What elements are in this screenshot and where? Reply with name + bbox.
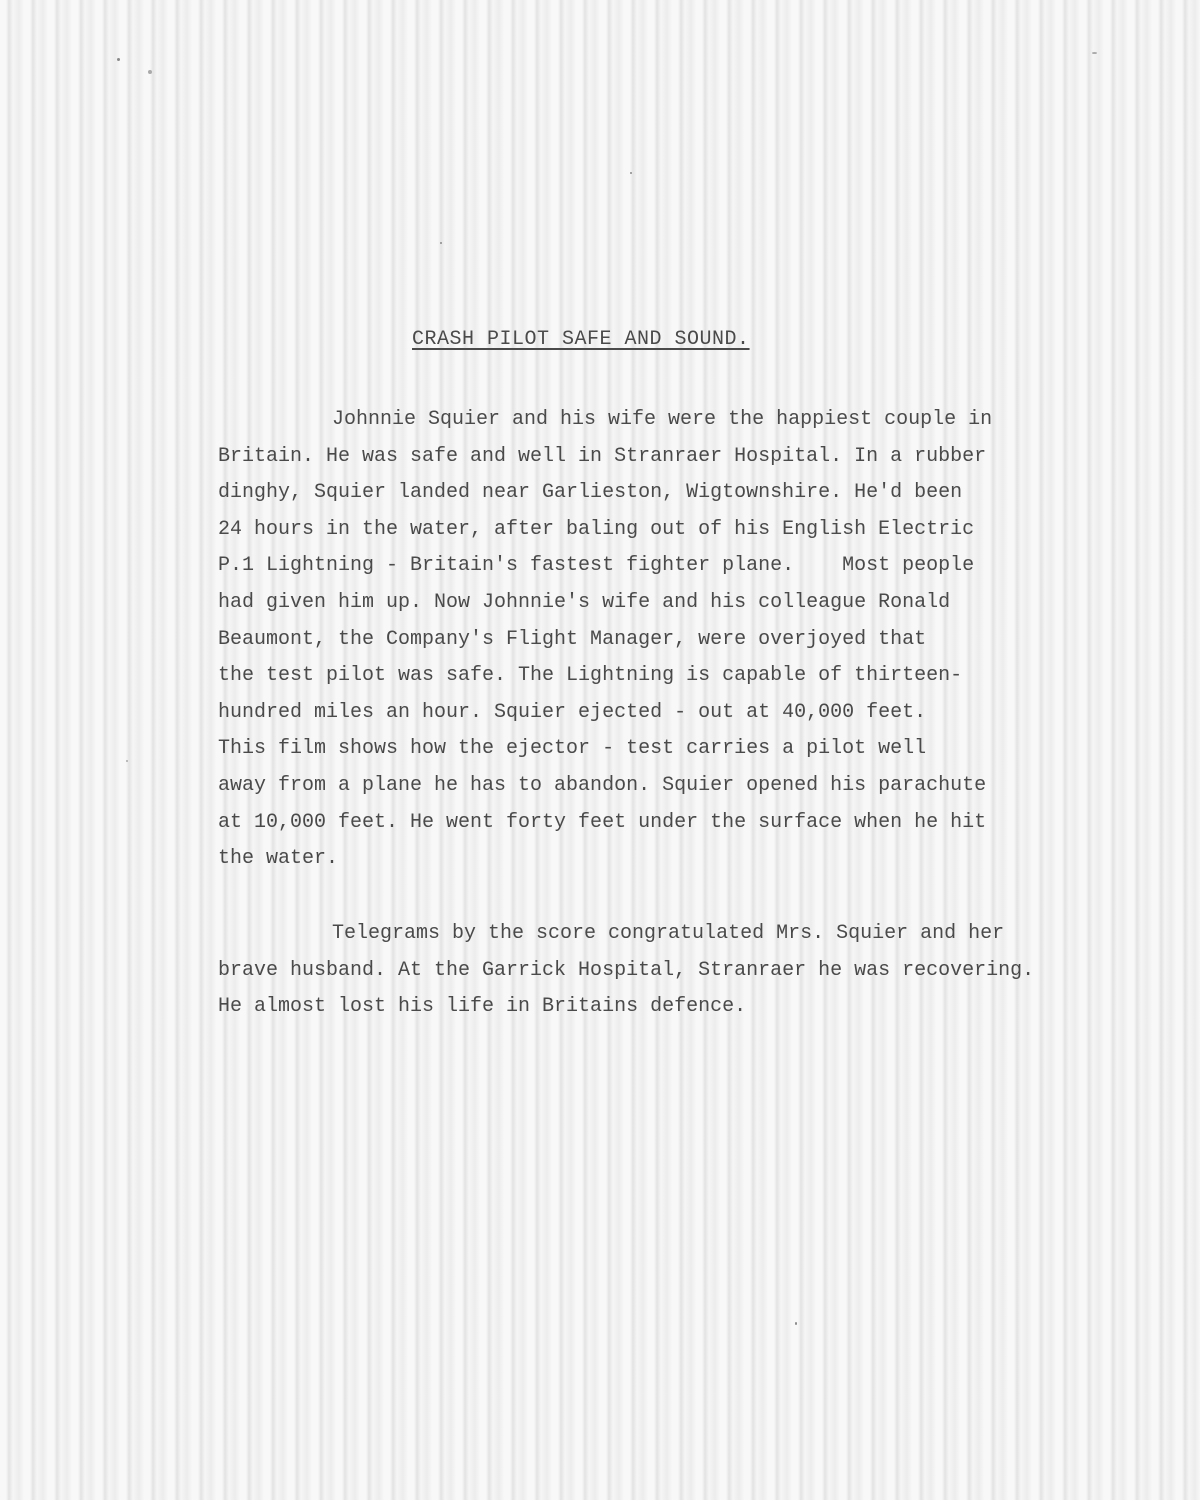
text-line: Beaumont, the Company's Flight Manager, were overjoyed that (218, 627, 927, 651)
paper-speck (126, 760, 128, 762)
paper-speck (795, 1322, 797, 1325)
text-line: P.1 Lightning - Britain's fastest fighter plane. Most people (218, 554, 975, 578)
paper-speck (148, 70, 152, 74)
text-line: Telegrams by the score congratulated Mrs. Squier and her (332, 922, 1005, 945)
text-line: brave husband. At the Garrick Hospital, Stranraer he was recovering. (218, 958, 1035, 982)
text-line: Britain. He was safe and well in Stranraer Hospital. In a rubber (218, 444, 987, 468)
text-line: the test pilot was safe. The Lightning is capable of thirteen- (218, 664, 963, 688)
text-line: This film shows how the ejector - test carries a pilot well (218, 737, 927, 761)
text-line: had given him up. Now Johnnie's wife and his colleague Ronald (218, 590, 951, 614)
text-line: Johnnie Squier and his wife were the happiest couple in (332, 408, 993, 431)
document-title: CRASH PILOT SAFE AND SOUND. (412, 328, 750, 351)
paper-speck (630, 172, 632, 174)
paragraph-1 (218, 402, 1098, 878)
text-line: away from a plane he has to abandon. Squier opened his parachute (218, 773, 987, 797)
paper-speck (117, 58, 120, 61)
paper-speck (1092, 52, 1097, 54)
paper-speck (440, 242, 442, 244)
text-line: He almost lost his life in Britains defence. (218, 995, 747, 1019)
text-line: 24 hours in the water, after baling out of his English Electric (218, 517, 975, 541)
text-line: hundred miles an hour. Squier ejected - out at 40,000 feet. (218, 700, 927, 724)
text-line: the water. (218, 847, 339, 871)
text-line: dinghy, Squier landed near Garlieston, Wigtownshire. He'd been (218, 481, 963, 505)
paragraph-2 (218, 916, 1098, 1026)
text-line: at 10,000 feet. He went forty feet under the surface when he hit (218, 810, 987, 834)
